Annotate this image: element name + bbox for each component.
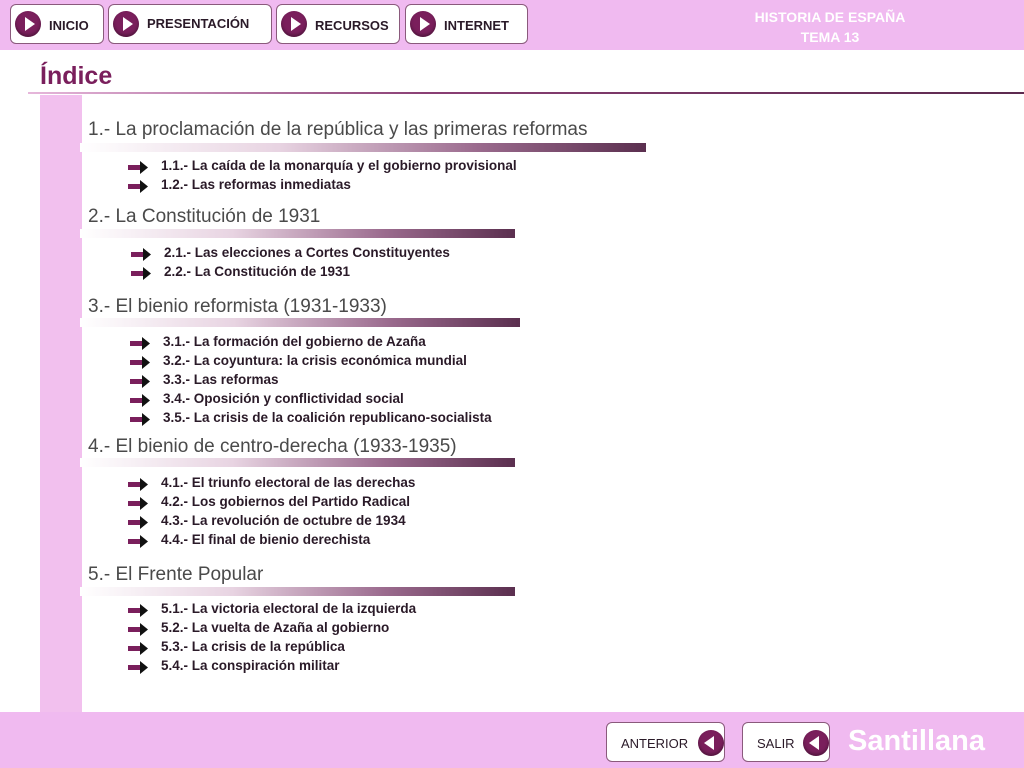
recursos-button[interactable] <box>276 4 400 44</box>
anterior-button[interactable] <box>606 722 725 762</box>
play-icon <box>113 11 139 37</box>
section-rule-3 <box>80 318 520 327</box>
arrow-right-icon <box>128 516 148 529</box>
arrow-right-icon <box>130 375 150 388</box>
play-icon <box>15 11 41 37</box>
section-title-1[interactable]: 1.- La proclamación de la república y las primeras reformas <box>88 119 588 140</box>
inicio-label: INICIO <box>49 18 89 33</box>
arrow-right-icon <box>130 413 150 426</box>
anterior-label: ANTERIOR <box>621 736 689 751</box>
left-decor-strip <box>40 95 82 712</box>
play-icon <box>281 11 307 37</box>
arrow-right-icon <box>128 604 148 617</box>
section-rule-5 <box>80 587 515 596</box>
list-item-label: 5.3.- La crisis de la república <box>161 639 345 654</box>
arrow-right-icon <box>131 248 151 261</box>
recursos-label: RECURSOS <box>315 18 389 33</box>
header-subject: HISTORIA DE ESPAÑA <box>754 9 906 25</box>
arrow-right-icon <box>128 180 148 193</box>
list-item-label: 2.1.- Las elecciones a Cortes Constituyentes <box>164 245 450 260</box>
list-item-label: 1.2.- Las reformas inmediatas <box>161 177 351 192</box>
list-item-label: 4.4.- El final de bienio derechista <box>161 532 371 547</box>
arrow-right-icon <box>130 356 150 369</box>
section-title-4[interactable]: 4.- El bienio de centro-derecha (1933-1935) <box>88 436 457 457</box>
section-title-5[interactable]: 5.- El Frente Popular <box>88 564 264 585</box>
arrow-right-icon <box>128 642 148 655</box>
arrow-right-icon <box>131 267 151 280</box>
header-title <box>700 7 960 47</box>
arrow-right-icon <box>128 497 148 510</box>
internet-label: INTERNET <box>444 18 509 33</box>
arrow-right-icon <box>128 478 148 491</box>
section-title-2[interactable]: 2.- La Constitución de 1931 <box>88 206 321 227</box>
list-item-label: 3.2.- La coyuntura: la crisis económica mundial <box>163 353 467 368</box>
play-icon <box>410 11 436 37</box>
section-rule-2 <box>80 229 515 238</box>
list-item-label: 4.2.- Los gobiernos del Partido Radical <box>161 494 411 509</box>
list-item-label: 5.2.- La vuelta de Azaña al gobierno <box>161 620 390 635</box>
salir-label: SALIR <box>757 736 795 751</box>
section-title-3[interactable]: 3.- El bienio reformista (1931-1933) <box>88 296 387 317</box>
internet-button[interactable] <box>405 4 528 44</box>
arrow-right-icon <box>128 535 148 548</box>
arrow-right-icon <box>128 623 148 636</box>
title-divider <box>28 92 1024 94</box>
presentacion-button[interactable] <box>108 4 272 44</box>
section-rule-1 <box>80 143 646 152</box>
section-rule-4 <box>80 458 515 467</box>
presentacion-label: PRESENTACIÓN <box>147 16 250 31</box>
back-icon <box>803 730 829 756</box>
list-item-label: 4.3.- La revolución de octubre de 1934 <box>161 513 406 528</box>
arrow-right-icon <box>130 394 150 407</box>
list-item-label: 2.2.- La Constitución de 1931 <box>164 264 351 279</box>
header-topic: TEMA 13 <box>800 29 860 45</box>
list-item-label: 3.3.- Las reformas <box>163 372 279 387</box>
page-title: Índice <box>40 62 113 90</box>
arrow-right-icon <box>128 661 148 674</box>
inicio-button[interactable] <box>10 4 104 44</box>
brand-logo: Santillana <box>848 725 985 757</box>
arrow-right-icon <box>128 161 148 174</box>
list-item-label: 4.1.- El triunfo electoral de las derechas <box>161 475 416 490</box>
list-item-label: 1.1.- La caída de la monarquía y el gobierno provisional <box>161 158 517 173</box>
back-icon <box>698 730 724 756</box>
list-item-label: 5.4.- La conspiración militar <box>161 658 340 673</box>
salir-button[interactable] <box>742 722 830 762</box>
list-item-label: 3.4.- Oposición y conflictividad social <box>163 391 404 406</box>
list-item-label: 3.5.- La crisis de la coalición republicano-socialista <box>163 410 492 425</box>
arrow-right-icon <box>130 337 150 350</box>
list-item-label: 3.1.- La formación del gobierno de Azaña <box>163 334 426 349</box>
list-item-label: 5.1.- La victoria electoral de la izquierda <box>161 601 417 616</box>
